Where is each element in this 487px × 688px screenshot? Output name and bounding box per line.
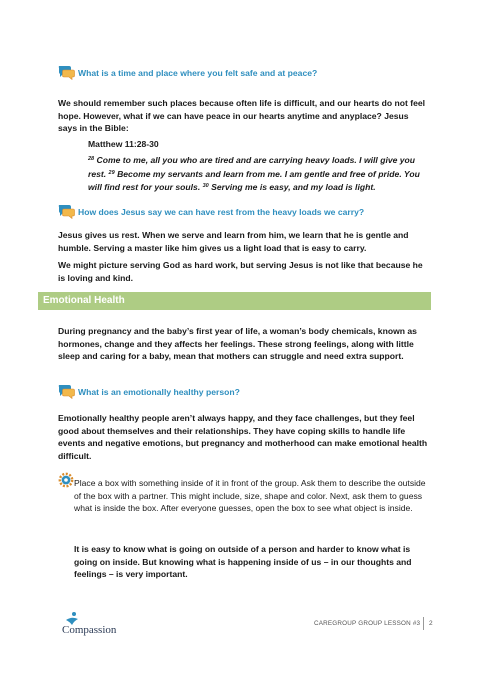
paragraph: We might picture serving God as hard work, but serving Jesus is not like that because he is loving and kind. bbox=[58, 260, 423, 283]
verse-number: 29 bbox=[108, 169, 115, 176]
verse-number: 28 bbox=[88, 156, 95, 162]
speech-bubbles-icon bbox=[58, 204, 75, 219]
paragraph: Emotionally healthy people aren’t always happy, and they face challenges, but they feel good about themselves and their relationships. They have coping skills to handle life events and negative emotions, but pregnancy and motherhood can make emotional health difficult. bbox=[58, 413, 428, 461]
page-number: 2 bbox=[429, 620, 433, 627]
footer-lesson: CAREGROUP GROUP LESSON #3 bbox=[314, 620, 421, 627]
paragraph: We should remember such places because often life is difficult, and our hearts do not feel hope. However, what if we can have peace in our hearts anytime and anyplace? Jesus says in the Bible: bbox=[58, 98, 426, 134]
verse-text: Come to me, all you who are tired and are carrying heavy loads. I will give you rest. bbox=[88, 155, 416, 179]
paragraph: During pregnancy and the baby’s first year of life, a woman’s body chemicals, known as hormones, change and they affects her feelings. These strong feelings, along with little sleep and caring for a baby, mean that mothers can struggle and need extra support. bbox=[58, 326, 417, 362]
gear-icon bbox=[58, 472, 74, 488]
question-1 bbox=[58, 65, 317, 80]
logo-wordmark: Compassion bbox=[62, 624, 117, 636]
section-header bbox=[38, 292, 431, 310]
verse-text: Serving me is easy, and my load is light. bbox=[211, 182, 376, 193]
verse-text: Become my servants and learn from me. I am gentle and free of pride. You will find rest for your souls. bbox=[88, 168, 420, 193]
question-text: What is a time and place where you felt safe and at peace? bbox=[78, 67, 318, 78]
scripture-reference: Matthew 11:28-30 bbox=[88, 139, 159, 149]
speech-bubbles-icon bbox=[58, 65, 75, 80]
activity-instructions: Place a box with something inside of it in front of the group. Ask them to describe the outside of the box with a partner. This might include, size, shape and color. Next, ask them to guess what is inside the box. After everyone guesses, open the box to see what object is inside. bbox=[74, 478, 426, 514]
scripture-passage bbox=[88, 153, 430, 194]
question-text: How does Jesus say we can have rest from the heavy loads we carry? bbox=[78, 206, 365, 217]
question-text: What is an emotionally healthy person? bbox=[78, 386, 240, 397]
section-title: Emotional Health bbox=[43, 295, 125, 306]
footer-divider bbox=[423, 617, 424, 630]
paragraph: It is easy to know what is going on outside of a person and harder to know what is going on inside. But knowing what is happening inside of us – in our thoughts and feelings – is very important. bbox=[74, 544, 412, 580]
question-2 bbox=[58, 204, 364, 219]
question-3 bbox=[58, 384, 240, 399]
paragraph: Jesus gives us rest. When we serve and learn from him, we learn that he is gentle and humble. Serving a master like him gives us a light load that is easy to carry. bbox=[58, 230, 409, 253]
speech-bubbles-icon bbox=[58, 384, 75, 399]
verse-number: 30 bbox=[202, 183, 209, 190]
